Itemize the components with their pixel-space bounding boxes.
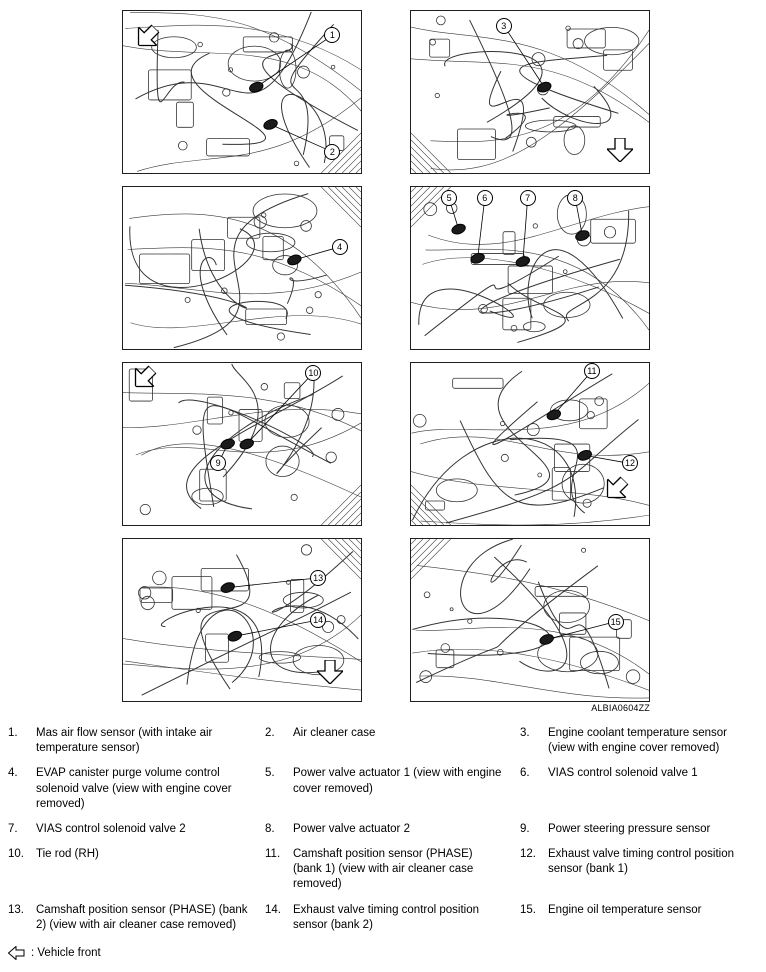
callout-6: 6 (477, 190, 493, 206)
component-legend (8, 726, 760, 933)
callout-12: 12 (622, 455, 638, 471)
legend-item-text: Engine oil temperature sensor (548, 903, 702, 916)
legend-item-text: Power valve actuator 1 (view with engine cover removed) (293, 767, 502, 795)
legend-item-5 (265, 766, 520, 812)
callout-9: 9 (210, 455, 226, 471)
legend-item-7 (8, 822, 265, 837)
callout-3: 3 (496, 18, 512, 34)
legend-item-1 (8, 726, 265, 756)
legend-item-4 (8, 766, 265, 812)
legend-item-3 (520, 726, 760, 756)
callout-4: 4 (332, 239, 348, 255)
legend-item-10 (8, 847, 265, 893)
direction-arrow-icon (317, 660, 343, 684)
panel-engine-oil-temp-sensor (410, 538, 650, 702)
legend-item-number: 3. (520, 727, 530, 739)
legend-item-number: 14. (265, 903, 281, 916)
legend-item-text: Power valve actuator 2 (293, 822, 410, 835)
legend-item-12 (520, 847, 760, 893)
legend-item-number: 7. (8, 822, 18, 835)
panel-engine-coolant-temp-sensor (410, 10, 650, 174)
legend-item-number: 5. (265, 767, 275, 780)
callout-15: 15 (608, 614, 624, 630)
legend-item-number: 10. (8, 848, 24, 861)
figure-panels-grid (122, 10, 650, 702)
engine-illustration (123, 187, 361, 349)
legend-item-6 (520, 766, 760, 812)
callout-13: 13 (310, 570, 326, 586)
legend-item-text: EVAP canister purge volume control solenoid valve (view with engine cover removed) (36, 767, 232, 810)
vehicle-front-arrow-icon (8, 946, 25, 960)
callout-11: 11 (584, 363, 600, 379)
legend-item-text: VIAS control solenoid valve 1 (548, 767, 698, 780)
legend-item-number: 9. (520, 822, 530, 835)
panel-power-valve-vias (410, 186, 650, 350)
legend-item-15 (520, 903, 760, 933)
callout-14: 14 (310, 612, 326, 628)
callout-5: 5 (441, 190, 457, 206)
legend-item-text: Air cleaner case (293, 727, 376, 739)
panel-mass-air-flow (122, 10, 362, 174)
callout-2: 2 (324, 144, 340, 160)
legend-item-9 (520, 822, 760, 837)
legend-item-text: Camshaft position sensor (PHASE) (bank 1) (view with air cleaner case removed) (293, 848, 474, 891)
callout-8: 8 (567, 190, 583, 206)
legend-item-8 (265, 822, 520, 837)
panel-camshaft-position-bank1 (410, 362, 650, 526)
legend-item-number: 6. (520, 767, 530, 780)
legend-item-text: Camshaft position sensor (PHASE) (bank 2) (view with air cleaner case removed) (36, 903, 248, 931)
callout-7: 7 (520, 190, 536, 206)
legend-item-number: 4. (8, 767, 18, 780)
legend-item-number: 12. (520, 848, 536, 861)
callout-1: 1 (324, 27, 340, 43)
legend-item-14 (265, 903, 520, 933)
direction-arrow-icon (607, 138, 633, 162)
vehicle-front-note (8, 946, 101, 960)
legend-item-number: 15. (520, 903, 536, 916)
legend-item-text: Power steering pressure sensor (548, 822, 711, 835)
figure-image-code: ALBIA0604ZZ (591, 703, 650, 713)
callout-10: 10 (305, 365, 321, 381)
vehicle-front-label: : Vehicle front (31, 947, 101, 959)
legend-item-text: Engine coolant temperature sensor (view with engine cover removed) (548, 727, 727, 755)
legend-item-text: Mas air flow sensor (with intake air temperature sensor) (36, 727, 213, 755)
engine-illustration (411, 187, 649, 349)
legend-item-number: 11. (265, 848, 281, 861)
legend-item-text: VIAS control solenoid valve 2 (36, 822, 186, 835)
legend-item-13 (8, 903, 265, 933)
panel-power-steering-tie-rod (122, 362, 362, 526)
panel-camshaft-position-bank2 (122, 538, 362, 702)
legend-item-2 (265, 726, 520, 756)
legend-item-number: 1. (8, 727, 18, 739)
legend-item-text: Exhaust valve timing control position sensor (bank 2) (293, 903, 480, 931)
legend-item-number: 8. (265, 822, 275, 835)
legend-item-text: Exhaust valve timing control position sensor (bank 1) (548, 848, 735, 876)
legend-item-number: 13. (8, 903, 24, 916)
engine-illustration (123, 363, 361, 525)
legend-item-number: 2. (265, 727, 275, 739)
legend-item-text: Tie rod (RH) (36, 848, 99, 861)
panel-evap-purge-solenoid (122, 186, 362, 350)
legend-item-11 (265, 847, 520, 893)
